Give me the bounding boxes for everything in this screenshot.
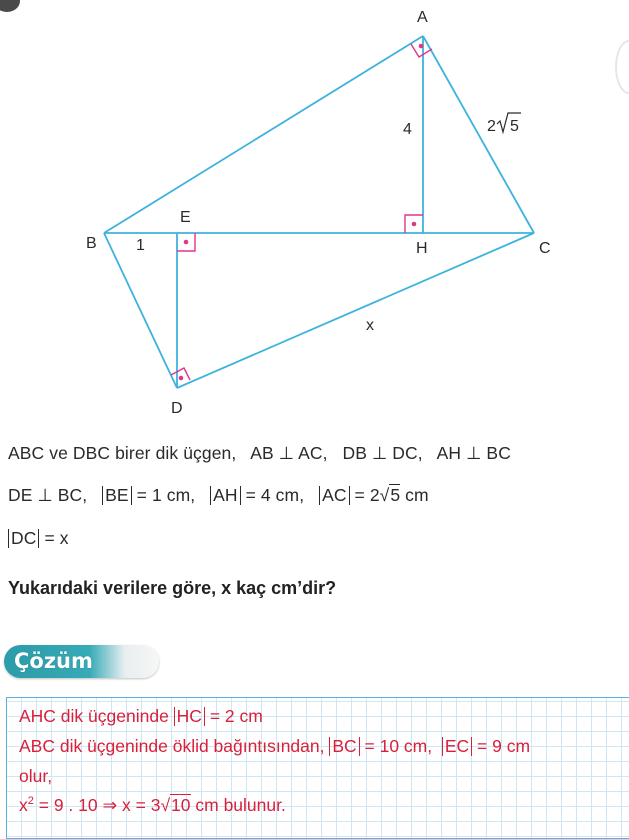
length-label-ah: 4 bbox=[403, 121, 412, 138]
point-label-b: B bbox=[86, 235, 97, 252]
segment-dc bbox=[177, 233, 534, 388]
segment-bd bbox=[104, 233, 177, 388]
point-label-h: H bbox=[416, 240, 428, 257]
right-angle-mark-h bbox=[405, 215, 423, 233]
figure-lines bbox=[104, 36, 534, 388]
solution-line-2: ABC dik üçgeninde öklid bağıntısından, BC = 10 cm, EC = 9 cm bbox=[19, 736, 531, 756]
given-line-2: DE ⊥ BC, BE = 1 cm, AH = 4 cm, AC = 2√5 cm bbox=[8, 485, 429, 505]
svg-text:5: 5 bbox=[510, 118, 519, 135]
implies-arrow-icon: ⇒ bbox=[102, 795, 118, 815]
given-line-3: DC = x bbox=[8, 528, 69, 549]
point-label-e: E bbox=[180, 209, 191, 226]
segment-ab bbox=[104, 36, 423, 233]
right-angle-mark-e bbox=[177, 233, 195, 251]
solution-title: Çözüm bbox=[14, 649, 93, 673]
length-label-ac bbox=[487, 113, 521, 135]
length-label-be: 1 bbox=[136, 237, 145, 254]
solution-line-1: AHC dik üçgeninde HC = 2 cm bbox=[19, 706, 263, 726]
point-label-c: C bbox=[539, 240, 551, 257]
question-text: Yukarıdaki verilere göre, x kaç cm’dir? bbox=[8, 578, 337, 598]
length-label-dc: x bbox=[366, 317, 374, 334]
right-angle-mark-d bbox=[171, 368, 190, 380]
point-label-a: A bbox=[417, 9, 428, 26]
solution-line-3: olur, bbox=[19, 766, 53, 786]
given-line-1: ABC ve DBC birer dik üçgen, AB ⊥ AC, DB ⊥ DC, AH ⊥ BC bbox=[8, 443, 511, 463]
svg-text:2: 2 bbox=[487, 118, 496, 135]
solution-header-badge bbox=[4, 645, 159, 678]
point-label-d: D bbox=[171, 400, 183, 417]
right-angle-marks bbox=[171, 44, 432, 381]
solution-line-4: $x^2 = 9$ . 10 ⇒ x = 3√10 cm bulunur. bbox=[19, 795, 286, 815]
